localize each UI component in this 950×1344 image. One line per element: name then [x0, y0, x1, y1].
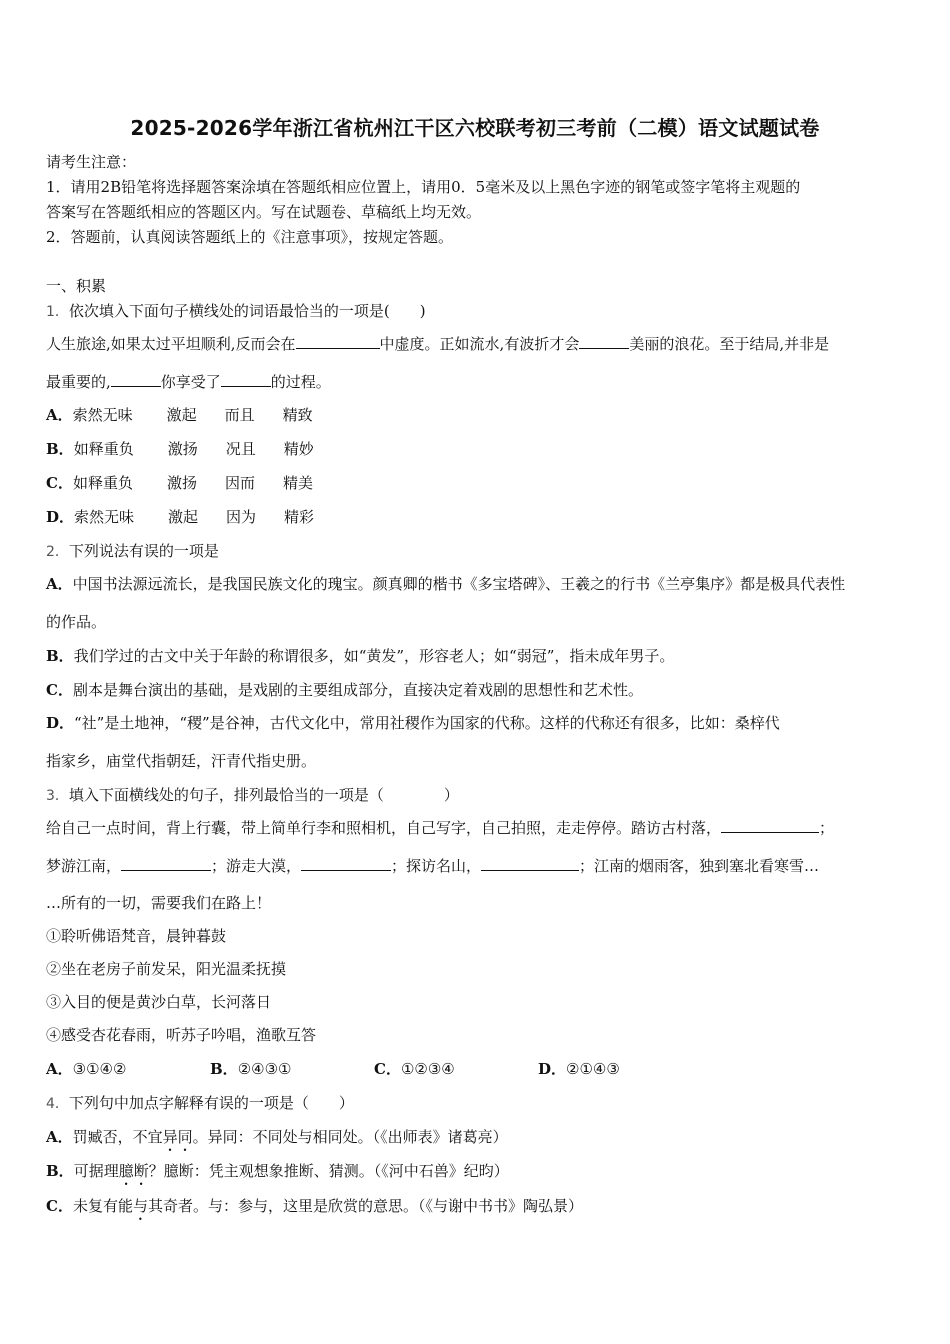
q3-passage-line-3: …所有的一切，需要我们在路上！: [46, 894, 272, 912]
option-letter: A．: [46, 1128, 73, 1146]
option-text: 其奇者。与：参与，这里是欣赏的意思。（《与谢中书书》陶弘景）: [147, 1197, 583, 1215]
dotted-word: 与: [132, 1197, 148, 1215]
q2-stem: [46, 541, 219, 562]
q3-item-2: ②坐在老房子前发呆，阳光温柔抚摸: [46, 960, 287, 978]
option-word: 况且: [225, 440, 256, 458]
q1-passage-line-2: [46, 372, 331, 392]
option-letter: B．: [210, 1060, 238, 1078]
option-letter: A．: [46, 575, 73, 593]
notice-item-1-line-2: 答案写在答题纸相应的答题区内。写在试题卷、草稿纸上均无效。: [46, 203, 482, 221]
notice-heading: 请考生注意：: [46, 153, 137, 171]
q3-number: 3．: [46, 788, 69, 804]
q3-blank-4: [481, 856, 579, 871]
section-heading: 一、积累: [46, 277, 107, 295]
q2-option-b[interactable]: [46, 646, 674, 666]
q2-option-d-line-1[interactable]: [46, 713, 780, 733]
q2-option-a-line-1[interactable]: [46, 574, 845, 594]
q3-blank-3: [301, 856, 391, 871]
q2-option-a-line-2: 的作品。: [46, 613, 107, 631]
q1-text-b: 中虚度。正如流水,有波折才会: [379, 335, 580, 353]
q3-text-f: ；江南的烟雨客，独到塞北看寒雪…: [579, 857, 820, 875]
option-word: 精致: [282, 406, 313, 424]
q4-option-b[interactable]: [46, 1161, 509, 1189]
option-text: 可据理: [73, 1162, 119, 1180]
option-letter: C．: [46, 1197, 73, 1215]
q3-stem: [46, 785, 459, 806]
q1-blank-2: [579, 334, 629, 349]
option-word: 激扬: [167, 440, 198, 458]
q3-text-c: 梦游江南，: [46, 857, 122, 875]
option-text: ②④③①: [237, 1060, 292, 1078]
q4-option-c[interactable]: [46, 1196, 583, 1224]
q1-text-e: 你享受了: [160, 373, 221, 391]
dotted-word: 异同: [162, 1128, 193, 1146]
q3-passage-line-2: [46, 856, 819, 876]
option-letter: C．: [374, 1060, 401, 1078]
option-word: 激扬: [166, 474, 197, 492]
q3-stem-text: 填入下面横线处的句子，排列最恰当的一项是（ ）: [68, 786, 459, 804]
option-text: “社”是土地神，“稷”是谷神，古代文化中，常用社稷作为国家的代称。这样的代称还有很多，比如：桑梓代: [74, 714, 780, 732]
q3-option-c[interactable]: [374, 1059, 538, 1079]
notice-item-1-line-1: 1．请用2B铅笔将选择题答案涂填在答题纸相应位置上，请用0．5毫米及以上黑色字迹的钢笔或签字笔将主观题的: [46, 178, 801, 196]
option-letter: A．: [46, 1060, 73, 1078]
q3-blank-2: [121, 856, 211, 871]
q1-text-d: 最重要的,: [46, 373, 111, 391]
q1-option-c[interactable]: [46, 473, 313, 493]
option-text: ②①④③: [566, 1060, 620, 1078]
option-text: 未复有能: [72, 1197, 133, 1215]
q3-text-e: ；探访名山，: [391, 857, 482, 875]
q3-blank-1: [721, 818, 819, 833]
option-text: 罚臧否，不宜: [72, 1128, 163, 1146]
option-word: 索然无味: [74, 508, 135, 526]
option-text: 剧本是舞台演出的基础，是戏剧的主要组成部分，直接决定着戏剧的思想性和艺术性。: [72, 681, 643, 699]
option-word: 如释重负: [73, 440, 134, 458]
option-word: 索然无味: [72, 406, 133, 424]
q3-text-d: ；游走大漠，: [211, 857, 302, 875]
option-text: ③①④②: [72, 1060, 127, 1078]
q1-blank-3: [111, 372, 161, 387]
q3-options: [46, 1059, 702, 1079]
option-text: ①②③④: [400, 1060, 455, 1078]
option-word: 精彩: [284, 508, 315, 526]
option-word: 如释重负: [72, 474, 133, 492]
q1-stem-text: 依次填入下面句子横线处的词语最恰当的一项是( ): [68, 302, 426, 320]
q1-number: 1．: [46, 304, 69, 320]
q1-blank-1: [296, 334, 380, 349]
option-letter: B．: [46, 1162, 74, 1180]
q2-option-c[interactable]: [46, 680, 643, 700]
option-letter: D．: [538, 1060, 567, 1078]
q3-option-d[interactable]: [538, 1059, 702, 1079]
q1-text-f: 的过程。: [270, 373, 331, 391]
q3-text-a: 给自己一点时间，背上行囊，带上简单行李和照相机，自己写字，自己拍照，走走停停。踏访古村落，: [46, 819, 722, 837]
q3-item-3: ③入目的便是黄沙白草，长河落日: [46, 993, 272, 1011]
q4-number: 4．: [46, 1096, 69, 1112]
option-letter: B．: [46, 647, 74, 665]
q2-number: 2．: [46, 544, 69, 560]
q1-option-a[interactable]: [46, 405, 313, 425]
option-word: 因为: [226, 508, 257, 526]
option-letter: D．: [46, 508, 75, 526]
option-text: 。异同：不同处与相同处。（《出师表》诸葛亮）: [192, 1128, 508, 1146]
q4-stem: [46, 1093, 354, 1114]
q2-stem-text: 下列说法有误的一项是: [68, 542, 219, 560]
page-title: 2025-2026学年浙江省杭州江干区六校联考初三考前（二模）语文试题试卷: [130, 116, 820, 140]
option-letter: C．: [46, 474, 73, 492]
option-text: ？臆断：凭主观想象推断、猜测。（《河中石兽》纪昀）: [148, 1162, 509, 1180]
option-letter: C．: [46, 681, 73, 699]
q4-option-a[interactable]: [46, 1127, 508, 1155]
option-word: 因而: [224, 474, 255, 492]
option-word: 而且: [224, 406, 255, 424]
q1-option-d[interactable]: [46, 507, 314, 527]
notice-item-2: 2．答题前，认真阅读答题纸上的《注意事项》，按规定答题。: [46, 228, 454, 246]
q3-passage-line-1: [46, 818, 834, 838]
q1-blank-4: [221, 372, 271, 387]
option-text: 我们学过的古文中关于年龄的称谓很多，如“黄发”，形容老人；如“弱冠”，指未成年男子。: [73, 647, 675, 665]
option-text: 中国书法源远流长，是我国民族文化的瑰宝。颜真卿的楷书《多宝塔碑》、王羲之的行书《兰亭集序》都是极具代表性: [72, 575, 846, 593]
dotted-word: 臆断: [118, 1162, 149, 1180]
q3-option-b[interactable]: [210, 1059, 374, 1079]
option-word: 激起: [168, 508, 199, 526]
q4-stem-text: 下列句中加点字解释有误的一项是（ ）: [68, 1094, 354, 1112]
option-word: 激起: [166, 406, 197, 424]
q1-stem: [46, 301, 426, 322]
option-letter: D．: [46, 714, 75, 732]
option-word: 精美: [282, 474, 313, 492]
q3-item-1: ①聆听佛语梵音，晨钟暮鼓: [46, 927, 227, 945]
q1-option-b[interactable]: [46, 439, 314, 459]
option-word: 精妙: [283, 440, 314, 458]
q3-item-4: ④感受杏花春雨，听苏子吟唱，渔歌互答: [46, 1026, 317, 1044]
q3-text-b: ；: [819, 819, 835, 837]
q2-option-d-line-2: 指家乡，庙堂代指朝廷，汗青代指史册。: [46, 752, 317, 770]
option-letter: B．: [46, 440, 74, 458]
q1-text-a: 人生旅途,如果太过平坦顺利,反而会在: [46, 335, 296, 353]
q1-passage-line-1: [46, 334, 829, 354]
q3-option-a[interactable]: [46, 1059, 210, 1079]
q1-text-c: 美丽的浪花。至于结局,并非是: [629, 335, 830, 353]
option-letter: A．: [46, 406, 73, 424]
